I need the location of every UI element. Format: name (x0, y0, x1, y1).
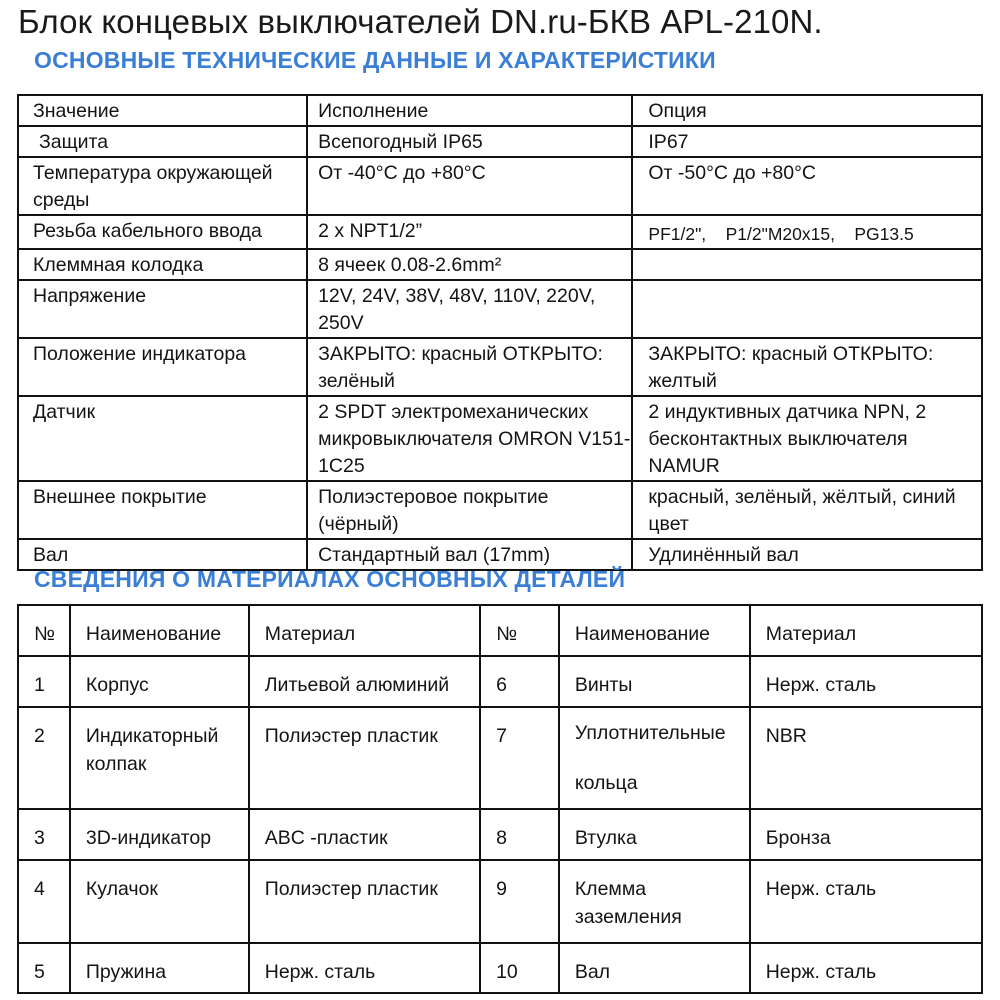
table-row (18, 943, 982, 993)
table-cell: 5 (18, 943, 70, 993)
table-cell: 3 (18, 809, 70, 860)
header-cell: Материал (750, 605, 982, 656)
table-cell: Датчик (18, 396, 307, 481)
table-cell: Литьевой алюминий (249, 656, 480, 707)
table-cell: 8 (480, 809, 559, 860)
table-cell: Всепогодный IP65 (307, 126, 632, 157)
table-cell: красный, зелёный, жёлтый, синий цвет (632, 481, 982, 539)
table-cell: 7 (480, 707, 559, 809)
section-heading-materials: СВЕДЕНИЯ О МАТЕРИАЛАХ ОСНОВНЫХ ДЕТАЛЕЙ (34, 566, 626, 592)
table-row (18, 481, 982, 539)
table-cell: 12V, 24V, 38V, 48V, 110V, 220V, 250V (307, 280, 632, 338)
section-heading-specs: ОСНОВНЫЕ ТЕХНИЧЕСКИЕ ДАННЫЕ И ХАРАКТЕРИСТИКИ (34, 47, 716, 73)
table-cell: Индикаторный колпак (70, 707, 249, 809)
table-cell: 2 (18, 707, 70, 809)
table-cell: От -50°C до +80°C (632, 157, 982, 215)
table-cell: IP67 (632, 126, 982, 157)
table-cell: ЗАКРЫТО: красный ОТКРЫТО: желтый (632, 338, 982, 396)
table-row (18, 157, 982, 215)
table-header-row (18, 605, 982, 656)
table-header-row (18, 95, 982, 126)
header-cell: № (18, 605, 70, 656)
header-cell: Материал (249, 605, 480, 656)
table-cell: Нерж. сталь (750, 943, 982, 993)
table-cell: Клеммная колодка (18, 249, 307, 280)
table-cell: 8 ячеек 0.08-2.6mm² (307, 249, 632, 280)
header-cell: Наименование (70, 605, 249, 656)
table-cell: Резьба кабельного ввода (18, 215, 307, 249)
table-cell: Напряжение (18, 280, 307, 338)
table-cell: 4 (18, 860, 70, 943)
document-title: Блок концевых выключателей DN.ru-БКВ APL-210N. (18, 3, 823, 40)
table-cell: Температура окружающей среды (18, 157, 307, 215)
table-cell: Пружина (70, 943, 249, 993)
table-cell: 6 (480, 656, 559, 707)
table-row (18, 249, 982, 280)
table-row (18, 860, 982, 943)
table-cell: 3D-индикатор (70, 809, 249, 860)
table-row (18, 809, 982, 860)
header-cell: Наименование (559, 605, 750, 656)
materials-table (17, 604, 983, 994)
table-cell: Винты (559, 656, 750, 707)
table-row (18, 280, 982, 338)
table-cell: Вал (18, 539, 307, 570)
table-cell: 2 SPDT электромеханических микровыключателя OMRON V151-1C25 (307, 396, 632, 481)
table-cell: 10 (480, 943, 559, 993)
table-cell: Стандартный вал (17mm) (307, 539, 632, 570)
table-cell: Нерж. сталь (750, 656, 982, 707)
table-cell: Нерж. сталь (750, 860, 982, 943)
table-cell: Полиэстеровое покрытие (чёрный) (307, 481, 632, 539)
table-cell: От -40°C до +80°C (307, 157, 632, 215)
header-cell: Значение (18, 95, 307, 126)
table-cell: Кулачок (70, 860, 249, 943)
table-cell: Корпус (70, 656, 249, 707)
table-cell (632, 249, 982, 280)
table-cell: NBR (750, 707, 982, 809)
table-row (18, 215, 982, 249)
table-cell (632, 280, 982, 338)
table-cell: Клемма заземления (559, 860, 750, 943)
table-row (18, 126, 982, 157)
table-cell: PF1/2", P1/2"M20x15, PG13.5 (632, 215, 982, 249)
table-cell: Нерж. сталь (249, 943, 480, 993)
table-cell: 9 (480, 860, 559, 943)
table-cell: Вал (559, 943, 750, 993)
table-cell: Удлинённый вал (632, 539, 982, 570)
table-cell: ЗАКРЫТО: красный ОТКРЫТО: зелёный (307, 338, 632, 396)
header-cell: Исполнение (307, 95, 632, 126)
header-cell: № (480, 605, 559, 656)
table-row (18, 656, 982, 707)
table-cell: 1 (18, 656, 70, 707)
table-cell: Бронза (750, 809, 982, 860)
specifications-table (17, 94, 983, 571)
table-cell: 2 x NPT1/2” (307, 215, 632, 249)
table-row (18, 338, 982, 396)
table-cell: Внешнее покрытие (18, 481, 307, 539)
table-cell: Полиэстер пластик (249, 707, 480, 809)
header-cell: Опция (632, 95, 982, 126)
table-cell: 2 индуктивных датчика NPN, 2 бесконтактных выключателя NAMUR (632, 396, 982, 481)
table-cell: Уплотнительные кольца (559, 707, 750, 809)
table-row (18, 396, 982, 481)
table-cell: Защита (18, 126, 307, 157)
table-cell: Втулка (559, 809, 750, 860)
table-row (18, 707, 982, 809)
table-cell: Положение индикатора (18, 338, 307, 396)
table-cell: ABC -пластик (249, 809, 480, 860)
table-cell: Полиэстер пластик (249, 860, 480, 943)
